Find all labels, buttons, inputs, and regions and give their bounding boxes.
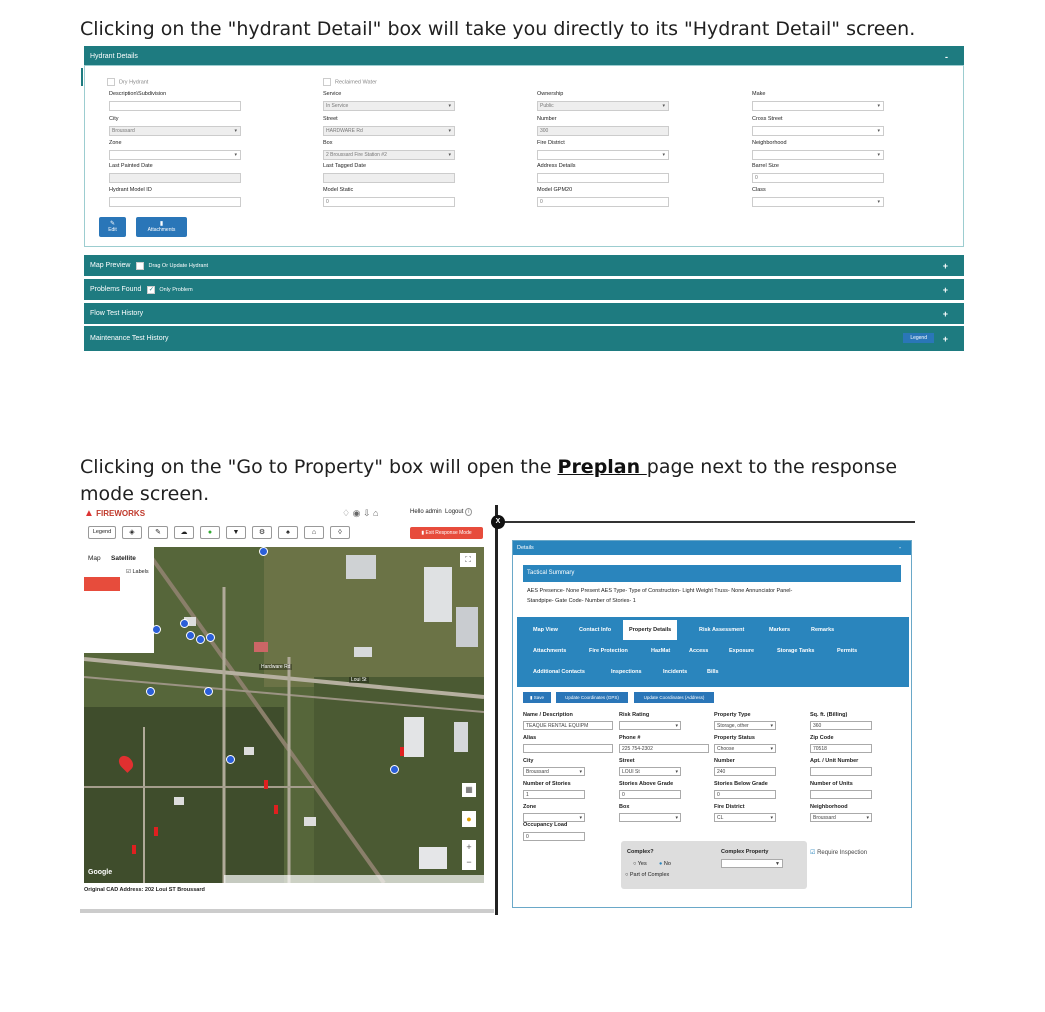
chevron-down-icon: ▾ [675,815,678,821]
google-logo: Google [88,869,113,876]
globe-icon[interactable]: ◉ [352,508,361,518]
user-area [410,509,472,515]
chevron-down-icon: ▾ [675,723,678,729]
hydrant-details-body [84,65,964,247]
fullscreen-icon[interactable]: ⛶ [460,553,476,567]
property-field-select[interactable] [619,767,681,776]
maintenance-title: Maintenance Test History [90,335,169,342]
pegman-icon[interactable]: ● [462,811,476,827]
house-icon[interactable]: ⌂ [304,526,324,539]
property-field-value: LOUI St [622,769,640,775]
tab-markers[interactable]: Markers [769,627,791,633]
expand-icon[interactable]: + [942,308,948,319]
hydrant-field-label: Address Details [537,163,576,169]
zoom-out-icon[interactable]: − [466,857,472,867]
tab-remarks[interactable]: Remarks [811,627,835,633]
hydrant-field-input[interactable] [323,197,455,207]
divider [501,521,915,523]
exit-response-button[interactable] [410,527,483,539]
gear-icon[interactable]: ⚙ [252,526,272,539]
tab-access[interactable]: Access [689,648,709,654]
street-label: Loui St [351,677,367,683]
ruler-icon[interactable]: ✎ [148,526,168,539]
exit-icon: ▮ [421,530,425,536]
hydrant-field-select[interactable] [537,101,669,111]
edit-button[interactable] [99,217,126,237]
update-gps-button[interactable]: Update Coordinates (GPS) [556,692,628,703]
property-field-input[interactable] [714,790,776,799]
details-title: Details [517,545,534,551]
map-preview-title: Map Preview [90,262,131,269]
tactical-summary-header[interactable]: Tactical Summary [523,565,901,582]
hydrant-field-label: Hydrant Model ID [109,187,152,193]
property-field-select[interactable] [714,813,776,822]
preplan-tabs [517,617,909,687]
property-field-value: Broussard [813,815,836,821]
hydrant-field-value: 0 [755,175,758,181]
zoom-in-icon[interactable]: + [466,842,472,852]
expand-icon[interactable]: + [942,333,948,344]
preplan-link[interactable]: Preplan [557,456,647,478]
property-field-label: Number of Units [810,781,853,787]
property-field-label: Zone [523,804,537,810]
tab-bills[interactable]: Bills [707,669,719,675]
chevron-down-icon: ▾ [877,103,880,109]
property-field-value: 0 [622,792,625,798]
chevron-down-icon: ▾ [579,769,582,775]
hydrant-marker[interactable] [196,635,205,644]
property-field-input[interactable] [810,767,872,776]
zoom-controls[interactable] [462,840,476,870]
hydrant-field-select[interactable] [537,150,669,160]
hydrant-field-label: Make [752,91,766,97]
drop-icon[interactable]: ◊ [330,526,350,539]
no-radio[interactable]: ● No [659,861,671,867]
property-field-value: Broussard [526,769,549,775]
red-strip [84,577,120,591]
tab-risk-assessment[interactable]: Risk Assessment [699,627,745,633]
hydrant-field-value: 0 [540,199,543,205]
complex-property-select[interactable]: ▼ [721,859,783,868]
property-field-select[interactable] [523,767,585,776]
edit-label: Edit [108,227,117,233]
property-field-input[interactable] [619,790,681,799]
property-field-select[interactable] [714,721,776,730]
summary-line: Standpipe- Gate Code- Number of Stories- 1 [527,598,636,604]
attachments-button[interactable] [136,217,187,237]
hydrant-marker[interactable] [152,625,161,634]
property-field-value: 70518 [813,746,827,752]
hydrant-field-label: Cross Street [752,116,783,122]
drag-update-checkbox[interactable] [136,262,144,270]
hydrant-field-label: Description\Subdivision [109,91,167,97]
hydrant-marker[interactable] [180,619,189,628]
chevron-down-icon: ▾ [234,128,237,134]
dry-hydrant-label: Dry Hydrant [119,79,149,86]
update-address-button[interactable]: Update Coordinates (Address) [634,692,714,703]
tab-storage-tanks[interactable]: Storage Tanks [777,648,815,654]
property-field-label: Stories Above Grade [619,781,674,787]
hydrant-marker[interactable] [206,633,215,642]
property-field-value: TEAQUE RENTAL EQUIPM [526,723,589,729]
drag-update-label: Drag Or Update Hydrant [148,262,209,269]
hydrant-field-value: Broussard [112,128,135,134]
home-icon[interactable]: ⌂ [373,508,379,518]
property-field-value: CL [717,815,724,821]
tab-fire-protection[interactable]: Fire Protection [589,648,628,654]
chevron-down-icon: ▾ [770,746,773,752]
hydrant-marker[interactable] [226,755,235,764]
chevron-down-icon: ▾ [448,152,451,158]
hydrant-field-label: Last Painted Date [109,163,153,169]
property-field-input[interactable] [810,790,872,799]
hydrant-field-label: Box [323,140,333,146]
reclaimed-water-checkbox[interactable] [323,78,377,86]
reclaimed-water-label: Reclaimed Water [335,79,377,86]
hydrant-field-label: Service [323,91,342,97]
legend-button[interactable]: Legend [903,333,934,343]
response-mode-pane [80,505,498,915]
hydrant-icon[interactable]: ▼ [226,526,246,539]
labels-text: Labels [132,569,149,575]
hydrant-field-value: 2 Broussard Fire Station #2 [326,152,387,158]
hydrant-details-title: Hydrant Details [90,53,138,60]
property-field-value: 0 [717,792,720,798]
info-icon[interactable]: i [465,508,472,516]
hydrant-field-label: City [109,116,119,122]
hydrant-details-panel [84,46,964,351]
pencil-icon: ✎ [109,221,116,227]
chevron-down-icon: ▾ [448,103,451,109]
chevron-down-icon: ▾ [579,815,582,821]
close-button[interactable]: X [491,515,505,529]
property-field-label: Zip Code [810,735,834,741]
hydrant-field-value: In Service [326,103,349,109]
property-field-label: Property Status [714,735,755,741]
chevron-down-icon: ▾ [662,152,665,158]
collapse-icon[interactable]: - [945,51,948,62]
no-label: No [663,861,671,867]
hydrant-field-select[interactable] [109,126,241,136]
property-field-label: Alias [523,735,537,741]
property-field-label: Neighborhood [810,804,848,810]
focus-indicator [81,68,83,86]
incident-marker[interactable] [274,805,278,814]
property-field-value: 240 [717,769,726,775]
labels-checkbox[interactable]: ☑ Labels [126,569,149,575]
chevron-down-icon: ▾ [448,128,451,134]
hydrant-marker[interactable] [186,631,195,640]
property-field-input[interactable] [523,790,585,799]
tab-permits[interactable]: Permits [837,648,858,654]
property-field-value: Storage, other [717,723,749,729]
hydrant-field-select[interactable] [752,197,884,207]
property-field-input[interactable] [619,744,709,753]
exit-label: Exit Response Mode [425,530,472,536]
save-icon: ▮ [530,695,534,700]
hydrant-field-label: Number [537,116,557,122]
flow-test-header[interactable] [84,303,964,324]
tab-inspections[interactable]: Inspections [611,669,642,675]
maintenance-header[interactable] [84,326,964,351]
property-field-input[interactable] [810,721,872,730]
attachments-label: Attachments [147,227,176,233]
incident-marker[interactable] [154,827,158,836]
chevron-down-icon: ▾ [675,769,678,775]
hydrant-field-label: Fire District [537,140,565,146]
property-field-select[interactable] [523,813,585,822]
hydrant-field-label: Zone [109,140,122,146]
property-field-label: Name / Description [523,712,573,718]
property-field-input[interactable] [523,721,613,730]
hydrant-field-input[interactable] [109,197,241,207]
property-field-value: 1 [526,792,529,798]
map-type-panel [84,547,154,653]
require-inspection-checkbox[interactable]: ☑ Require Inspection [810,850,868,856]
chevron-down-icon: ▾ [877,199,880,205]
part-of-complex-radio[interactable]: ○ Part of Complex [625,872,670,878]
tab-incidents[interactable]: Incidents [663,669,688,675]
property-field-label: Risk Rating [619,712,650,718]
part-of-complex-label: Part of Complex [629,872,670,878]
hydrant-marker[interactable] [204,687,213,696]
fireworks-logo [84,508,145,519]
chevron-down-icon: ▾ [662,103,665,109]
property-field-select[interactable] [714,744,776,753]
property-field-value: Choose [717,746,735,752]
property-field-label: Stories Below Grade [714,781,768,787]
complex-box [621,841,807,889]
toolbar-icons [342,508,378,519]
problems-found-header[interactable] [84,279,964,300]
response-mode-screenshot [80,505,915,915]
property-field-select[interactable] [619,721,681,730]
incident-marker[interactable] [132,845,136,854]
hydrant-field-label: Class [752,187,766,193]
property-field-label: Sq. ft. (Billing) [810,712,848,718]
hydrant-field-label: Last Tagged Date [323,163,367,169]
hydrant-field-label: Model GPM20 [537,187,573,193]
map-attribution [224,875,484,883]
property-field-value: 360 [813,723,822,729]
tab-hazmat[interactable]: HazMat [651,648,671,654]
map-tab[interactable]: Map [88,555,101,562]
hydrant-marker[interactable] [390,765,399,774]
hydrant-field-select[interactable] [323,101,455,111]
cad-address: Original CAD Address: 202 Loui ST Broussard [84,887,205,893]
weather-icon[interactable]: ☁ [174,526,194,539]
chevron-down-icon: ▾ [866,815,869,821]
property-field-label: City [523,758,534,764]
tab-contact-info[interactable]: Contact Info [579,627,612,633]
flame-icon: ▲ [84,508,94,519]
hydrant-field-label: Street [323,116,338,122]
paragraph2-start: Clicking on the "Go to Property" box will open the [80,456,558,478]
chevron-down-icon: ▾ [877,128,880,134]
hydrant-marker[interactable] [146,687,155,696]
horizontal-scrollbar[interactable] [80,909,494,913]
incident-marker[interactable] [400,747,404,756]
hydrant-details-header[interactable] [84,46,964,67]
hydrant-field-select[interactable] [323,150,455,160]
tab-additional-contacts[interactable]: Additional Contacts [533,669,585,675]
expand-icon[interactable]: + [942,260,948,271]
preplan-pane [495,505,915,915]
yes-radio[interactable]: ○ Yes [633,861,647,867]
property-field-label: Phone # [619,735,641,741]
property-field-value: 225 754-2302 [622,746,653,752]
hydrant-field-select[interactable] [109,150,241,160]
property-field-input[interactable] [714,767,776,776]
chevron-down-icon: ▾ [234,152,237,158]
tab-map-view[interactable]: Map View [533,627,558,633]
hydrant-field-label: Barrel Size [752,163,779,169]
marker-icon[interactable]: ● [200,526,220,539]
property-field-input[interactable] [810,744,872,753]
hydrant-field-input[interactable] [537,197,669,207]
hydrant-field-value: 300 [540,128,549,134]
hydrant-field-label: Model Static [323,187,354,193]
property-field-label: Fire District [714,804,745,810]
property-field-label: Street [619,758,635,764]
street-label: Hardware Rd [261,664,291,670]
expand-icon[interactable]: + [942,284,948,295]
preplan-details-panel [512,540,912,908]
layers-icon[interactable]: ◈ [122,526,142,539]
hydrant-field-select[interactable] [752,126,884,136]
details-header[interactable] [513,541,911,555]
hydrant-field-select[interactable] [323,126,455,136]
hydrant-field-label: Neighborhood [752,140,787,146]
hydrant-field-select[interactable] [752,101,884,111]
complex-label: Complex? [627,849,654,855]
chevron-down-icon: ▾ [877,152,880,158]
only-problem-checkbox[interactable]: ✓ [148,286,154,293]
logo-text: FIREWORKS [96,509,146,518]
hydrant-field-input[interactable] [109,173,241,183]
tab-exposure[interactable]: Exposure [729,648,755,654]
hydrant-field-input[interactable] [537,126,669,136]
map-layers-icon[interactable]: ▦ [462,783,476,797]
incident-marker[interactable] [264,780,268,789]
firefighter-icon[interactable]: ♠ [278,526,298,539]
download-icon[interactable]: ⇩ [362,508,371,518]
dry-hydrant-checkbox[interactable] [107,78,148,86]
hydrant-field-value: 0 [326,199,329,205]
hello-text: Hello admin [410,509,442,515]
tab-attachments[interactable]: Attachments [533,648,567,654]
hydrant-field-select[interactable] [752,150,884,160]
logout-link[interactable]: Logout [445,509,464,515]
property-field-label: Box [619,804,630,810]
tab-property-details[interactable]: Property Details [623,620,677,640]
occupancy-label: Occupancy Load [523,822,568,828]
map-preview-header[interactable] [84,255,964,276]
tactical-summary-text [527,586,905,606]
paragraph2-end: page next to the response mode screen. [80,456,898,505]
require-inspection-label: Require Inspection [817,850,868,856]
summary-line: AES Presence- None Present AES Type- Type of Construction- Light Weight Truss- None Annunciator Panel- [527,588,793,594]
document-icon: ▮ [159,221,164,227]
property-field-label: Number of Stories [523,781,571,787]
instruction-text-1: Clicking on the "hydrant Detail" box will take you directly to its "Hydrant Detail" screen. [80,18,916,40]
hydrant-field-input[interactable] [537,173,669,183]
property-field-input[interactable] [523,744,613,753]
hydrant-field-input[interactable] [752,173,884,183]
flow-test-title: Flow Test History [90,310,144,317]
instruction-text-2 [80,454,930,508]
property-field-label: Apt. / Unit Number [810,758,859,764]
property-field-label: Property Type [714,712,751,718]
occupancy-input[interactable]: 0 [523,832,585,841]
hydrant-field-value: Public [540,103,554,109]
legend-button[interactable]: Legend [88,526,116,539]
save-button[interactable] [523,692,551,703]
property-field-select[interactable] [619,813,681,822]
problems-found-title: Problems Found [90,286,142,293]
hydrant-field-input[interactable] [109,101,241,111]
chevron-down-icon: ▾ [770,723,773,729]
collapse-icon[interactable]: - [899,545,901,551]
save-label: Save [533,695,544,700]
only-problem-label: Only Problem [159,286,193,293]
hydrant-field-value: HARDWARE Rd [326,128,363,134]
hydrant-marker[interactable] [259,547,268,556]
hydrant-field-input[interactable] [323,173,455,183]
property-field-select[interactable] [810,813,872,822]
yes-label: Yes [637,861,647,867]
bell-icon[interactable]: ♢ [342,508,351,518]
satellite-map[interactable] [84,547,484,883]
property-field-label: Number [714,758,735,764]
satellite-tab[interactable]: Satellite [111,555,136,562]
complex-property-label: Complex Property [721,849,769,855]
hydrant-field-label: Ownership [537,91,564,97]
chevron-down-icon: ▾ [770,815,773,821]
